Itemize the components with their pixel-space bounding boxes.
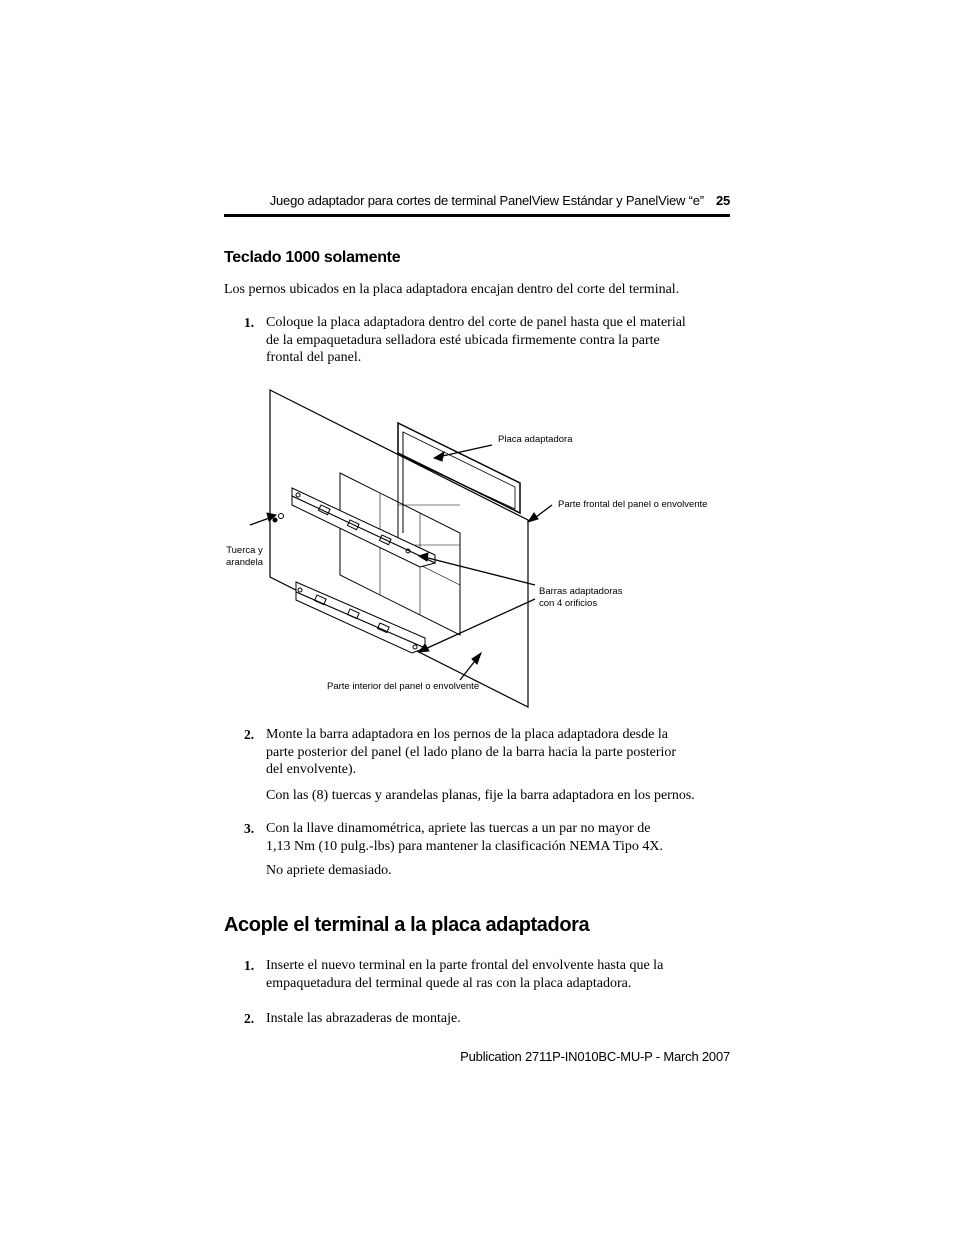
step-number: 1. (244, 315, 255, 330)
intro-paragraph: Los pernos ubicados en la placa adaptadora encajan dentro del corte del terminal. (224, 282, 680, 297)
running-header (224, 193, 730, 208)
label-placa-adaptadora: Placa adaptadora (498, 434, 573, 445)
step-note: Con las (8) tuercas y arandelas planas, fije la barra adaptadora en los pernos. (266, 788, 695, 803)
step-line: parte posterior del panel (el lado plano de la barra hacia la parte posterior (266, 744, 677, 760)
label-tuerca-arandela (226, 545, 263, 569)
step-text (266, 1010, 730, 1028)
installation-figure (220, 385, 730, 710)
step-line: Instale las abrazaderas de montaje. (266, 1011, 461, 1026)
running-header-title: Juego adaptador para cortes de terminal PanelView Estándar y PanelView “e” (269, 193, 704, 208)
step-line: Inserte el nuevo terminal en la parte frontal del envolvente hasta que la (266, 958, 664, 973)
step-line: 1,13 Nm (10 pulg.-lbs) para mantener la clasificación NEMA Tipo 4X. (266, 838, 663, 854)
step-text (266, 957, 730, 992)
page-number: 25 (715, 193, 730, 208)
step-line: Monte la barra adaptadora en los pernos de la placa adaptadora desde la (266, 727, 668, 742)
label-line: Barras adaptadoras (539, 586, 623, 597)
label-parte-interior: Parte interior del panel o envolvente (327, 681, 480, 692)
step-number: 1. (244, 958, 255, 973)
publication-footer: Publication 2711P-IN010BC-MU-P - March 2007 (460, 1049, 730, 1064)
step-number: 3. (244, 821, 255, 836)
step-line: Coloque la placa adaptadora dentro del corte de panel hasta que el material (266, 315, 686, 330)
step-line: Con la llave dinamométrica, apriete las tuercas a un par no mayor de (266, 821, 651, 836)
step-text (266, 314, 730, 367)
section-heading-teclado: Teclado 1000 solamente (224, 249, 401, 266)
step-line: del envolvente). (266, 762, 357, 777)
label-parte-frontal: Parte frontal del panel o envolvente (558, 499, 708, 510)
section-heading-acople: Acople el terminal a la placa adaptadora (224, 914, 590, 936)
step-number: 2. (244, 727, 255, 742)
step-text (266, 820, 730, 855)
figure-drawing (220, 385, 730, 710)
step-text (266, 726, 730, 779)
label-line: con 4 orificios (539, 598, 598, 609)
label-line: arandela (226, 557, 263, 568)
label-line: Tuerca y (226, 545, 263, 556)
step-line: frontal del panel. (266, 350, 362, 365)
step-line: empaquetadura del terminal quede al ras con la placa adaptadora. (266, 975, 632, 991)
step-note: No apriete demasiado. (266, 863, 392, 878)
header-rule (224, 214, 730, 217)
step-line: de la empaquetadura selladora esté ubicada firmemente contra la parte (266, 332, 660, 348)
label-barras-adaptadoras (539, 586, 622, 610)
step-number: 2. (244, 1011, 255, 1026)
